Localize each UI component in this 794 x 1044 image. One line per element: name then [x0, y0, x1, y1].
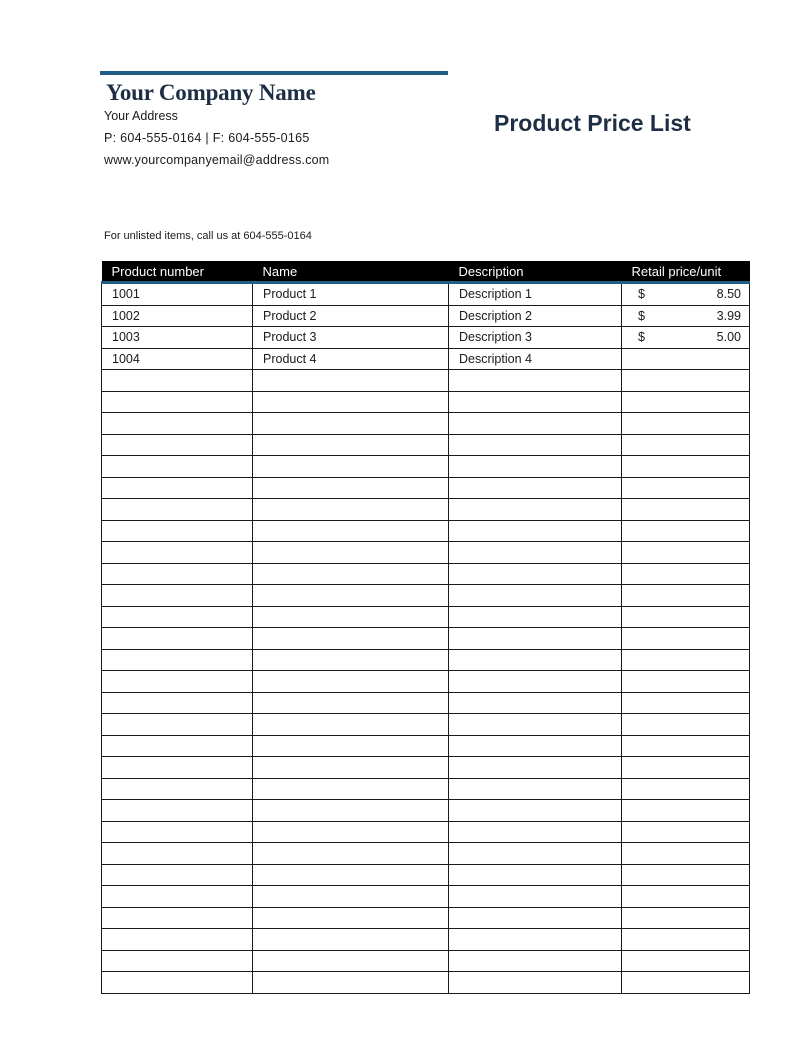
empty-cell: [102, 628, 253, 650]
empty-table-row: [102, 628, 750, 650]
empty-cell: [622, 606, 750, 628]
empty-cell: [449, 391, 622, 413]
empty-cell: [253, 585, 449, 607]
empty-cell: [622, 671, 750, 693]
empty-table-row: [102, 757, 750, 779]
table-row: [102, 348, 750, 370]
empty-cell: [622, 864, 750, 886]
empty-cell: [253, 563, 449, 585]
empty-cell: [622, 843, 750, 865]
empty-table-row: [102, 477, 750, 499]
empty-cell: [622, 714, 750, 736]
price-amount: 8.50: [716, 287, 741, 302]
empty-cell: [622, 821, 750, 843]
empty-cell: [102, 520, 253, 542]
cell-name: Product 2: [253, 305, 449, 327]
empty-cell: [253, 456, 449, 478]
cell-product-number: 1003: [102, 327, 253, 349]
empty-cell: [449, 456, 622, 478]
empty-cell: [102, 778, 253, 800]
empty-cell: [622, 370, 750, 392]
empty-cell: [102, 606, 253, 628]
empty-cell: [449, 520, 622, 542]
empty-cell: [102, 714, 253, 736]
empty-cell: [102, 542, 253, 564]
empty-cell: [102, 864, 253, 886]
empty-table-row: [102, 563, 750, 585]
empty-cell: [449, 735, 622, 757]
empty-cell: [102, 413, 253, 435]
empty-cell: [449, 843, 622, 865]
empty-cell: [449, 778, 622, 800]
empty-cell: [449, 757, 622, 779]
empty-cell: [622, 757, 750, 779]
empty-table-row: [102, 714, 750, 736]
empty-cell: [449, 886, 622, 908]
empty-cell: [622, 520, 750, 542]
empty-cell: [449, 649, 622, 671]
empty-cell: [253, 735, 449, 757]
empty-cell: [449, 477, 622, 499]
empty-table-row: [102, 950, 750, 972]
empty-table-row: [102, 907, 750, 929]
column-header-product-number: Product number: [102, 261, 253, 283]
empty-table-row: [102, 370, 750, 392]
empty-table-row: [102, 972, 750, 994]
table-row: [102, 283, 750, 306]
empty-cell: [102, 434, 253, 456]
empty-cell: [622, 907, 750, 929]
column-header-name: Name: [253, 261, 449, 283]
empty-cell: [449, 434, 622, 456]
currency-symbol: $: [638, 287, 645, 302]
empty-cell: [253, 477, 449, 499]
empty-cell: [622, 542, 750, 564]
price-amount: 5.00: [716, 330, 741, 345]
empty-table-row: [102, 649, 750, 671]
empty-cell: [102, 757, 253, 779]
empty-cell: [253, 778, 449, 800]
empty-cell: [253, 929, 449, 951]
empty-cell: [253, 692, 449, 714]
empty-cell: [102, 456, 253, 478]
empty-cell: [449, 800, 622, 822]
empty-table-row: [102, 542, 750, 564]
empty-cell: [102, 800, 253, 822]
empty-table-row: [102, 606, 750, 628]
empty-cell: [253, 370, 449, 392]
currency-symbol: $: [638, 308, 645, 323]
empty-cell: [253, 843, 449, 865]
empty-cell: [449, 929, 622, 951]
empty-cell: [449, 692, 622, 714]
cell-name: Product 4: [253, 348, 449, 370]
empty-cell: [102, 477, 253, 499]
empty-cell: [102, 585, 253, 607]
empty-cell: [449, 628, 622, 650]
empty-cell: [449, 907, 622, 929]
empty-cell: [253, 391, 449, 413]
empty-cell: [622, 563, 750, 585]
empty-cell: [449, 606, 622, 628]
empty-cell: [102, 499, 253, 521]
empty-cell: [102, 563, 253, 585]
empty-cell: [622, 391, 750, 413]
empty-cell: [253, 520, 449, 542]
table-header-row: [102, 261, 750, 283]
table-row: [102, 305, 750, 327]
empty-cell: [622, 778, 750, 800]
cell-retail-price: [622, 348, 750, 370]
empty-table-row: [102, 434, 750, 456]
empty-cell: [622, 434, 750, 456]
empty-cell: [622, 413, 750, 435]
table-row: [102, 327, 750, 349]
empty-cell: [449, 413, 622, 435]
empty-cell: [449, 563, 622, 585]
empty-cell: [253, 671, 449, 693]
empty-cell: [622, 735, 750, 757]
currency-symbol: $: [638, 330, 645, 345]
empty-cell: [622, 585, 750, 607]
empty-cell: [622, 477, 750, 499]
empty-cell: [253, 907, 449, 929]
empty-table-row: [102, 886, 750, 908]
cell-name: Product 1: [253, 283, 449, 306]
empty-cell: [253, 864, 449, 886]
empty-table-row: [102, 843, 750, 865]
empty-cell: [102, 821, 253, 843]
cell-retail-price: [622, 305, 750, 327]
empty-table-row: [102, 864, 750, 886]
empty-cell: [102, 886, 253, 908]
cell-description: Description 2: [449, 305, 622, 327]
empty-cell: [253, 628, 449, 650]
cell-retail-price: [622, 327, 750, 349]
cell-name: Product 3: [253, 327, 449, 349]
empty-cell: [102, 692, 253, 714]
document-title: Product Price List: [494, 110, 691, 136]
empty-cell: [622, 972, 750, 994]
company-website: www.yourcompanyemail@address.com: [104, 153, 330, 167]
empty-table-row: [102, 778, 750, 800]
column-header-description: Description: [449, 261, 622, 283]
company-phone-fax: P: 604-555-0164 | F: 604-555-0165: [104, 131, 310, 145]
empty-cell: [622, 950, 750, 972]
empty-cell: [449, 542, 622, 564]
empty-table-row: [102, 929, 750, 951]
empty-cell: [102, 391, 253, 413]
empty-cell: [102, 972, 253, 994]
empty-table-row: [102, 800, 750, 822]
empty-cell: [622, 886, 750, 908]
empty-cell: [622, 456, 750, 478]
empty-table-row: [102, 456, 750, 478]
cell-product-number: 1001: [102, 283, 253, 306]
empty-cell: [449, 821, 622, 843]
empty-cell: [102, 735, 253, 757]
empty-cell: [449, 671, 622, 693]
empty-cell: [253, 649, 449, 671]
empty-table-row: [102, 499, 750, 521]
cell-description: Description 3: [449, 327, 622, 349]
company-name: Your Company Name: [106, 80, 316, 105]
empty-cell: [449, 585, 622, 607]
empty-cell: [253, 800, 449, 822]
empty-cell: [253, 972, 449, 994]
empty-cell: [253, 434, 449, 456]
empty-cell: [253, 606, 449, 628]
empty-cell: [449, 864, 622, 886]
cell-description: Description 1: [449, 283, 622, 306]
empty-cell: [253, 499, 449, 521]
empty-cell: [253, 950, 449, 972]
empty-cell: [622, 692, 750, 714]
empty-cell: [253, 757, 449, 779]
empty-table-row: [102, 585, 750, 607]
cell-product-number: 1002: [102, 305, 253, 327]
price-amount: 3.99: [716, 308, 741, 323]
unlisted-items-note: For unlisted items, call us at 604-555-0164: [104, 230, 312, 242]
empty-cell: [253, 821, 449, 843]
empty-table-row: [102, 821, 750, 843]
cell-retail-price: [622, 283, 750, 306]
empty-cell: [102, 907, 253, 929]
cell-product-number: 1004: [102, 348, 253, 370]
empty-cell: [449, 972, 622, 994]
empty-cell: [102, 649, 253, 671]
price-list-table: [101, 261, 750, 994]
empty-cell: [102, 370, 253, 392]
empty-cell: [102, 950, 253, 972]
empty-cell: [449, 370, 622, 392]
header-rule: [100, 71, 448, 75]
company-address: Your Address: [104, 109, 178, 123]
empty-cell: [622, 800, 750, 822]
empty-cell: [622, 929, 750, 951]
empty-cell: [253, 714, 449, 736]
empty-table-row: [102, 413, 750, 435]
empty-table-row: [102, 735, 750, 757]
empty-cell: [622, 649, 750, 671]
empty-cell: [102, 929, 253, 951]
empty-cell: [253, 542, 449, 564]
empty-cell: [102, 843, 253, 865]
empty-cell: [253, 886, 449, 908]
column-header-retail-price: Retail price/unit: [622, 261, 750, 283]
empty-cell: [622, 628, 750, 650]
empty-cell: [449, 950, 622, 972]
empty-cell: [622, 499, 750, 521]
empty-cell: [449, 499, 622, 521]
empty-table-row: [102, 671, 750, 693]
empty-table-row: [102, 391, 750, 413]
empty-cell: [253, 413, 449, 435]
empty-table-row: [102, 520, 750, 542]
empty-table-row: [102, 692, 750, 714]
empty-cell: [449, 714, 622, 736]
empty-cell: [102, 671, 253, 693]
cell-description: Description 4: [449, 348, 622, 370]
